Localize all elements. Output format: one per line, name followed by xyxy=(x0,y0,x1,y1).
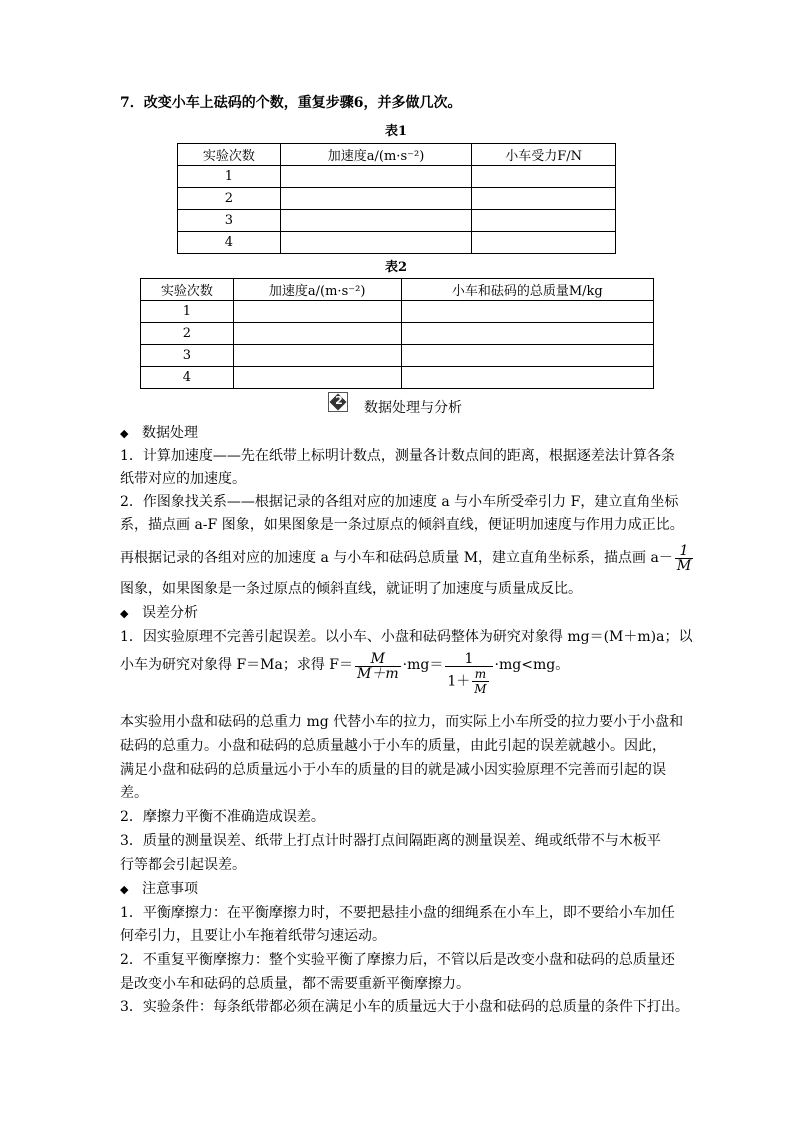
table-cell xyxy=(401,345,653,367)
table2-header-cell: 实验次数 xyxy=(141,279,234,301)
paragraph-line: 行等都会引起误差。 xyxy=(120,857,246,873)
paragraph-line: 满足小盘和砝码的总质量远小于小车的质量的目的就是减小因实验原理不完善而引起的误 xyxy=(120,762,666,778)
table-cell xyxy=(401,301,653,323)
paragraph-line: 砝码的总重力。小盘和砝码的总质量越小于小车的质量，由此引起的误差就越小。因此， xyxy=(120,738,666,754)
table-cell xyxy=(472,210,616,232)
table1-header-cell: 加速度a/(m·s⁻²) xyxy=(280,144,472,166)
table-cell xyxy=(280,210,472,232)
table2-row-index: 4 xyxy=(141,367,234,389)
denominator-prefix: 1＋ xyxy=(447,673,471,690)
table-2 xyxy=(140,278,654,389)
paragraph-text: 再根据记录的各组对应的加速度 a 与小车和砝码总质量 M，建立直角坐标系，描点画 a－ xyxy=(120,550,673,566)
table-cell xyxy=(280,166,472,188)
heading-text: 数据处理 xyxy=(142,425,198,441)
formula-line xyxy=(120,650,680,700)
table-cell xyxy=(280,232,472,254)
step-7: 7．改变小车上砝码的个数，重复步骤6，并多做几次。 xyxy=(120,95,462,111)
fraction-denominator: M xyxy=(676,557,692,574)
table2-row-index: 3 xyxy=(141,345,234,367)
paragraph-line: 3．质量的测量误差、纸带上打点计时器打点间隔距离的测量误差、绳或纸带不与木板平 xyxy=(120,833,661,849)
paragraph-line: 2．作图象找关系——根据记录的各组对应的加速度 a 与小车所受牵引力 F，建立直角坐标 xyxy=(120,494,679,510)
table-cell xyxy=(233,345,401,367)
table2-header-cell: 小车和砝码的总质量M/kg xyxy=(401,279,653,301)
fraction-denominator xyxy=(445,667,492,696)
fraction-numerator: 1 xyxy=(675,544,693,559)
table-row xyxy=(141,301,654,323)
paragraph-line: 差。 xyxy=(120,785,148,801)
heading-text: 注意事项 xyxy=(142,881,198,897)
paragraph-line-with-fraction xyxy=(120,541,692,575)
table1-row-index: 4 xyxy=(178,232,281,254)
table2-caption: 表2 xyxy=(384,260,408,275)
fraction-1-over-complex xyxy=(445,652,492,696)
paragraph-text: 小车为研究对象得 F＝Ma；求得 F＝ xyxy=(120,657,354,673)
paragraph-line: 图象，如果图象是一条过原点的倾斜直线，就证明了加速度与质量成反比。 xyxy=(120,581,582,597)
table2-header-cell: 加速度a/(m·s⁻²) xyxy=(233,279,401,301)
fraction-M-over-M-plus-m xyxy=(355,652,401,681)
paragraph-line: 3．实验条件：每条纸带都必须在满足小车的质量远大于小盘和砝码的总质量的条件下打出。 xyxy=(120,999,689,1015)
diamond-bullet-icon: ◆ xyxy=(120,427,129,440)
paragraph-line: 1．计算加速度——先在纸带上标明计数点，测量各计数点间的距离，根据逐差法计算各条 xyxy=(120,448,675,464)
paragraph-text: ·mg<mg。 xyxy=(494,657,570,673)
table-row xyxy=(141,345,654,367)
fraction-numerator: 1 xyxy=(445,652,492,667)
table-cell xyxy=(233,367,401,389)
paragraph-line: 1．因实验原理不完善引起误差。以小车、小盘和砝码整体为研究对象得 mg＝(M＋m)a；以 xyxy=(120,629,693,645)
table1-row-index: 2 xyxy=(178,188,281,210)
table1-row-index: 1 xyxy=(178,166,281,188)
table-row xyxy=(178,232,616,254)
diamond-bullet-icon: ◆ xyxy=(120,607,129,620)
paragraph-line: 2．不重复平衡摩擦力：整个实验平衡了摩擦力后，不管以后是改变小盘和砝码的总质量还 xyxy=(120,952,675,968)
table1-caption: 表1 xyxy=(384,124,408,139)
paragraph-line: 1．平衡摩擦力：在平衡摩擦力时，不要把悬挂小盘的细绳系在小车上，即不要给小车加任 xyxy=(120,905,675,921)
fraction-numerator: m xyxy=(472,667,488,682)
table1-header-cell: 小车受力F/N xyxy=(472,144,616,166)
fraction-denominator: M＋m xyxy=(357,666,399,682)
paragraph-line: 2．摩擦力平衡不准确造成误差。 xyxy=(120,809,325,825)
table1-header-row xyxy=(178,144,616,166)
heading-data-processing xyxy=(120,422,680,445)
diamond-bullet-icon: ◆ xyxy=(120,883,129,896)
table2-header-row xyxy=(141,279,654,301)
section-number: 2 xyxy=(335,394,343,407)
heading-notes xyxy=(120,878,680,901)
section-title: 数据处理与分析 xyxy=(364,400,462,416)
paragraph-text: ·mg＝ xyxy=(402,657,444,673)
table-cell xyxy=(233,301,401,323)
table1-row-index: 3 xyxy=(178,210,281,232)
table-row xyxy=(141,367,654,389)
paragraph-line: 是改变小车和砝码的总质量，都不需要重新平衡摩擦力。 xyxy=(120,976,470,992)
table-row xyxy=(178,210,616,232)
fraction-denominator: M xyxy=(474,682,487,696)
table-cell xyxy=(280,188,472,210)
table-cell xyxy=(233,323,401,345)
inner-fraction-m-over-M xyxy=(472,667,488,696)
table-row xyxy=(178,166,616,188)
table2-row-index: 1 xyxy=(141,301,234,323)
number-2-diamond-icon xyxy=(328,392,348,412)
table-cell xyxy=(401,367,653,389)
paragraph-line: 系，描点画 a-F 图象，如果图象是一条过原点的倾斜直线，便证明加速度与作用力成正比。 xyxy=(120,517,684,533)
table-cell xyxy=(472,166,616,188)
section-2-header xyxy=(328,392,508,416)
table-row xyxy=(141,323,654,345)
table1-header-cell: 实验次数 xyxy=(178,144,281,166)
table-cell xyxy=(472,232,616,254)
fraction-1-over-M xyxy=(675,544,693,573)
table2-row-index: 2 xyxy=(141,323,234,345)
paragraph-line: 纸带对应的加速度。 xyxy=(120,471,246,487)
table-cell xyxy=(401,323,653,345)
heading-text: 误差分析 xyxy=(142,605,198,621)
fraction-numerator: M xyxy=(355,652,401,667)
table-cell xyxy=(472,188,616,210)
table-1 xyxy=(177,143,616,254)
paragraph-line: 何牵引力，且要让小车拖着纸带匀速运动。 xyxy=(120,928,386,944)
paragraph-line: 本实验用小盘和砝码的总重力 mg 代替小车的拉力，而实际上小车所受的拉力要小于小盘和 xyxy=(120,714,684,730)
table-row xyxy=(178,188,616,210)
heading-error-analysis xyxy=(120,602,680,625)
